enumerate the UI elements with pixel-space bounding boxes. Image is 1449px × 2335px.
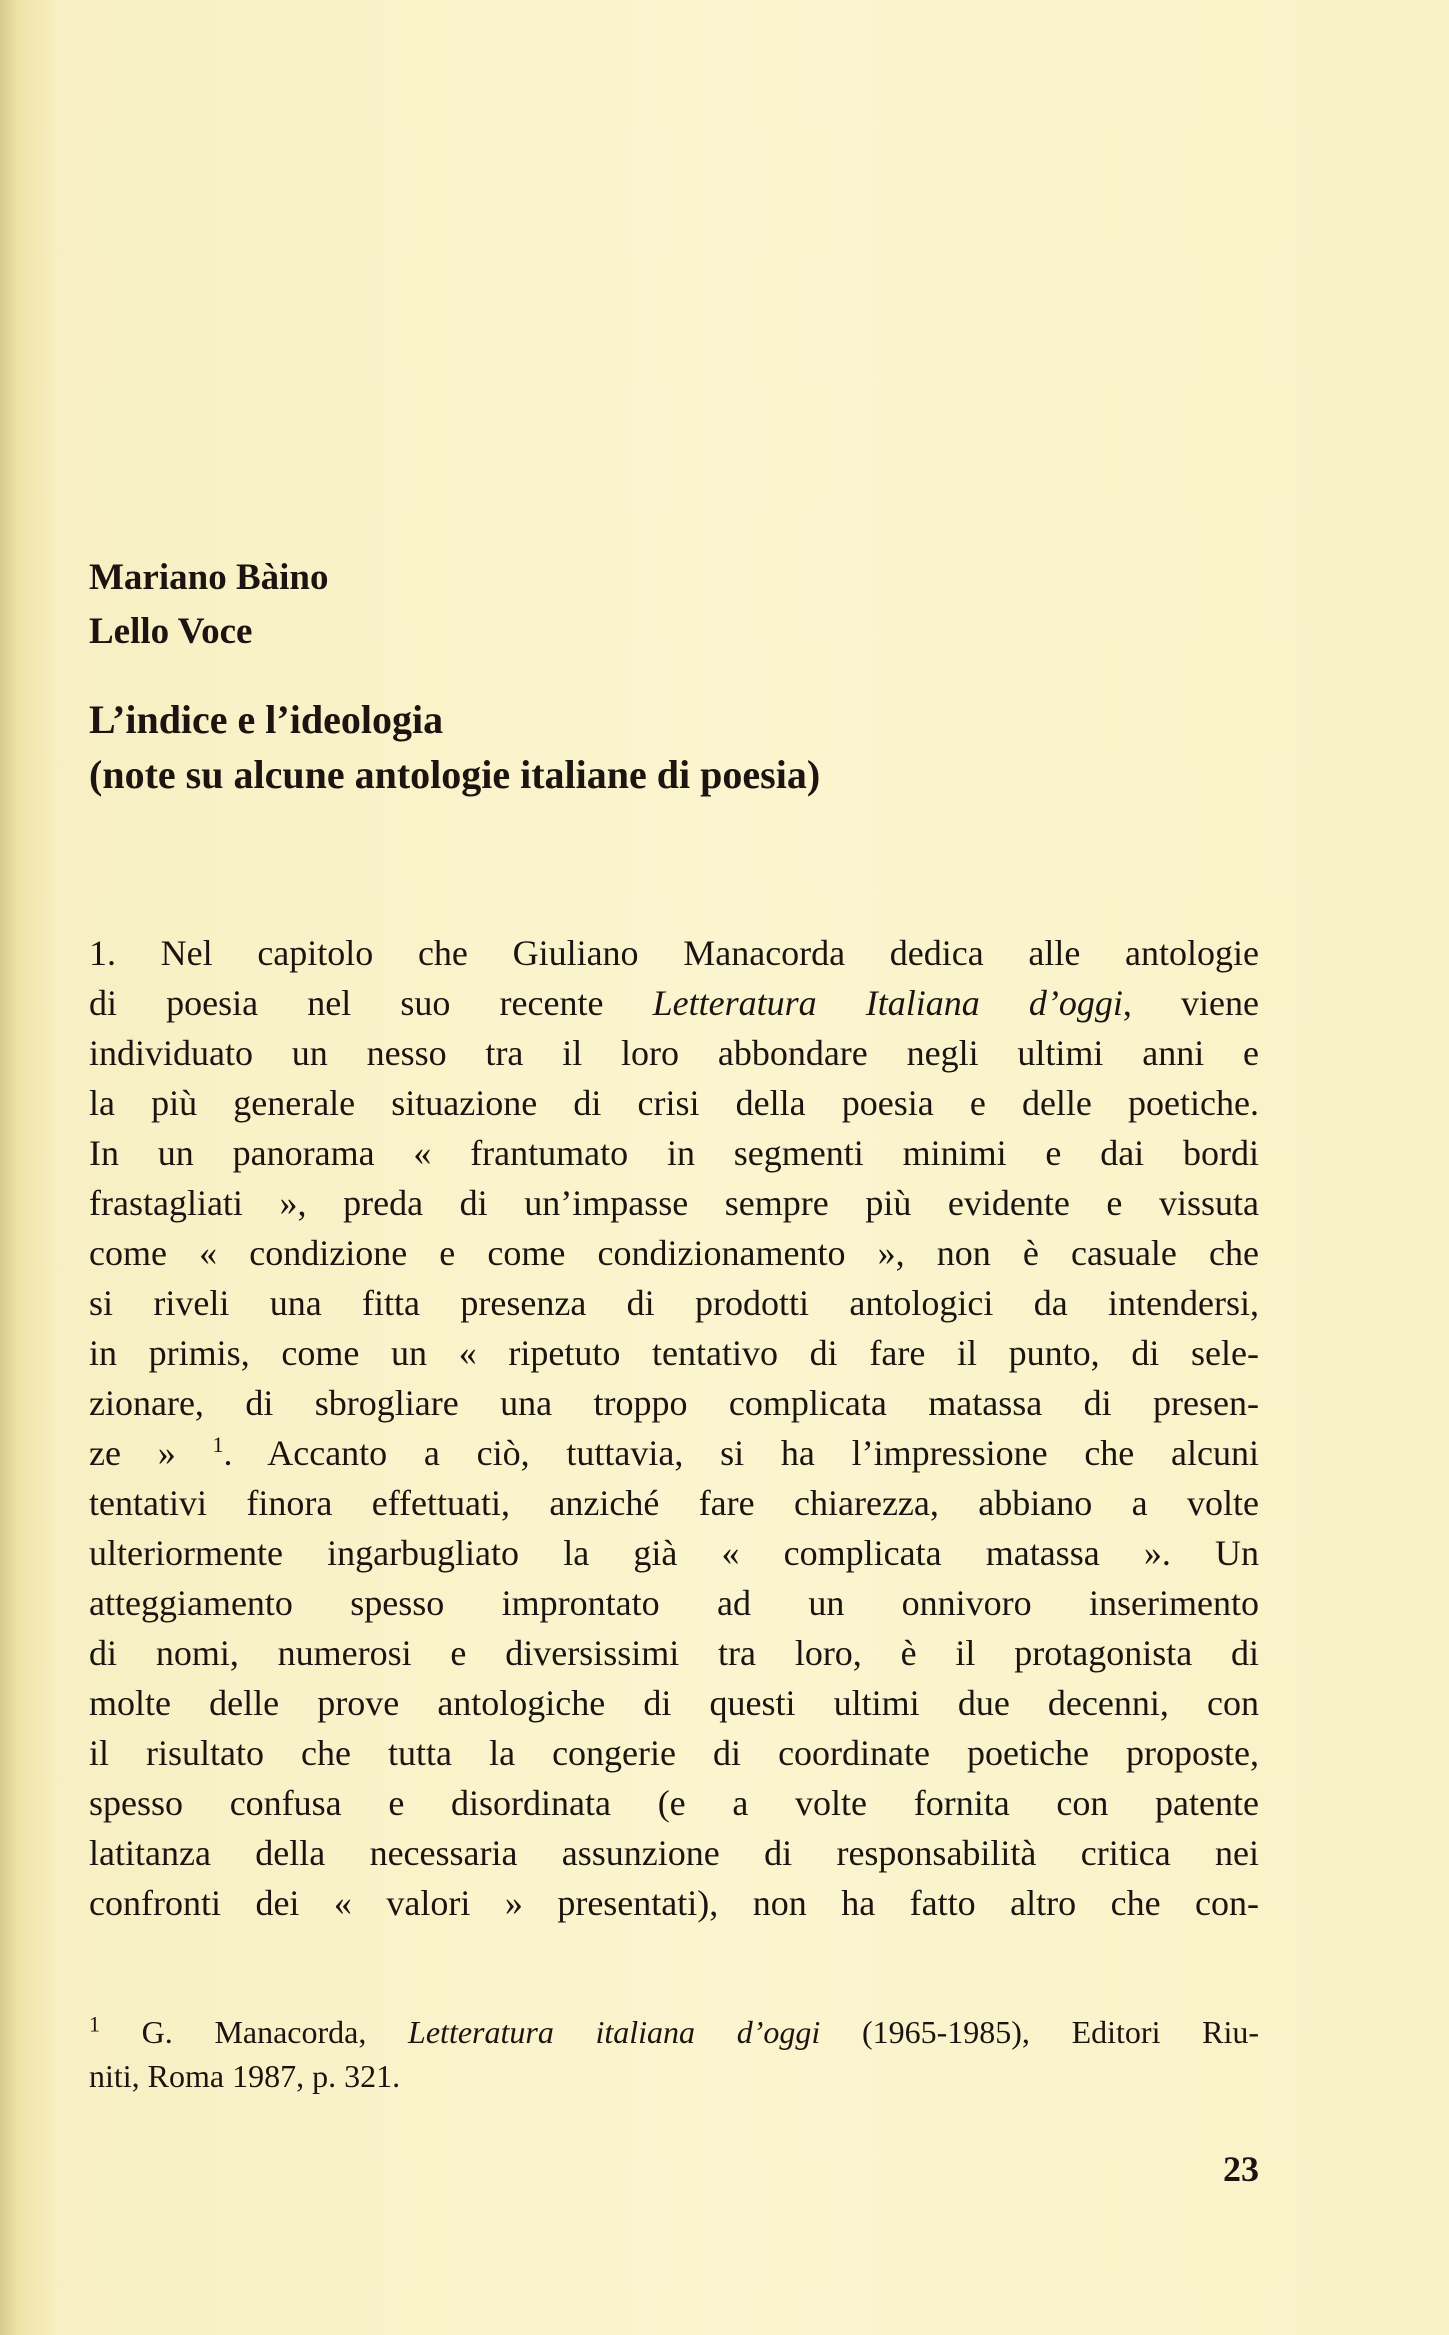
text-run: confronti dei « valori » presentati), non ha fatto altro che con- xyxy=(89,1883,1259,1923)
body-line xyxy=(89,1028,1259,1078)
text-run: tentativi finora effettuati, anziché fare chiarezza, abbiano a volte xyxy=(89,1483,1259,1523)
text-run: ze » xyxy=(89,1433,213,1473)
body-line xyxy=(89,1428,1259,1478)
body-line xyxy=(89,1178,1259,1228)
body-line xyxy=(89,1478,1259,1528)
text-run: latitanza della necessaria assunzione di responsabilità critica nei xyxy=(89,1833,1259,1873)
text-run: In un panorama « frantumato in segmenti minimi e dai bordi xyxy=(89,1133,1259,1173)
body-line xyxy=(89,1228,1259,1278)
footnote-author: G. Manacorda, xyxy=(141,2014,367,2050)
footnote-work: Letteratura italiana d’oggi xyxy=(408,2014,821,2050)
body-line xyxy=(89,1578,1259,1628)
article-title: L’indice e l’ideologia xyxy=(89,697,444,742)
text-run: spesso confusa e disordinata (e a volte fornita con patente xyxy=(89,1783,1259,1823)
body-line xyxy=(89,1128,1259,1178)
italic-title: Letteratura Italiana d’oggi xyxy=(652,983,1123,1023)
text-run: il risultato che tutta la congerie di coordinate poetiche proposte, xyxy=(89,1733,1259,1773)
text-run: molte delle prove antologiche di questi ultimi due decenni, con xyxy=(89,1683,1259,1723)
footnote-ref: 1 xyxy=(212,1432,224,1457)
text-run: di nomi, numerosi e diversissimi tra loro, è il protagonista di xyxy=(89,1633,1259,1673)
text-run: ulteriormente ingarbugliato la già « complicata matassa ». Un xyxy=(89,1533,1259,1573)
text-run: si riveli una fitta presenza di prodotti antologici da intendersi, xyxy=(89,1283,1259,1323)
body-line xyxy=(89,1078,1259,1128)
footnote-marker: 1 xyxy=(89,2011,100,2037)
text-run: frastagliati », preda di un’impasse sempre più evidente e vissuta xyxy=(89,1183,1259,1223)
body-line xyxy=(89,978,1259,1028)
footnote-details: (1965-1985), Editori Riu- xyxy=(861,2014,1260,2050)
text-run: 1. Nel capitolo che Giuliano Manacorda dedica alle antologie xyxy=(89,933,1259,973)
text-run: la più generale situazione di crisi della poesia e delle poetiche. xyxy=(89,1083,1259,1123)
body-line xyxy=(89,1678,1259,1728)
body-line xyxy=(89,1628,1259,1678)
text-run: zionare, di sbrogliare una troppo complicata matassa di presen- xyxy=(89,1383,1259,1423)
text-run: , viene xyxy=(1122,983,1259,1023)
footnote xyxy=(89,2010,1259,2098)
body-line xyxy=(89,1828,1259,1878)
footnote-details-cont: niti, Roma 1987, p. 321. xyxy=(89,2058,401,2094)
body-text xyxy=(89,928,1259,1928)
body-line xyxy=(89,928,1259,978)
text-run: individuato un nesso tra il loro abbondare negli ultimi anni e xyxy=(89,1033,1259,1073)
body-line xyxy=(89,1778,1259,1828)
author-name: Lello Voce xyxy=(89,611,253,652)
body-line xyxy=(89,1278,1259,1328)
text-run: . Accanto a ciò, tuttavia, si ha l’impressione che alcuni xyxy=(223,1433,1259,1473)
text-run: in primis, come un « ripetuto tentativo di fare il punto, di sele- xyxy=(89,1333,1259,1373)
body-line xyxy=(89,1378,1259,1428)
body-line xyxy=(89,1528,1259,1578)
text-run: come « condizione e come condizionamento », non è casuale che xyxy=(89,1233,1259,1273)
author-name: Mariano Bàino xyxy=(89,557,329,598)
text-run: di poesia nel suo recente xyxy=(89,983,653,1023)
body-line xyxy=(89,1728,1259,1778)
body-line xyxy=(89,1328,1259,1378)
article-subtitle: (note su alcune antologie italiane di poesia) xyxy=(89,752,821,797)
page-number: 23 xyxy=(1223,2149,1259,2189)
text-run: atteggiamento spesso improntato ad un onnivoro inserimento xyxy=(89,1583,1259,1623)
body-line xyxy=(89,1878,1259,1928)
